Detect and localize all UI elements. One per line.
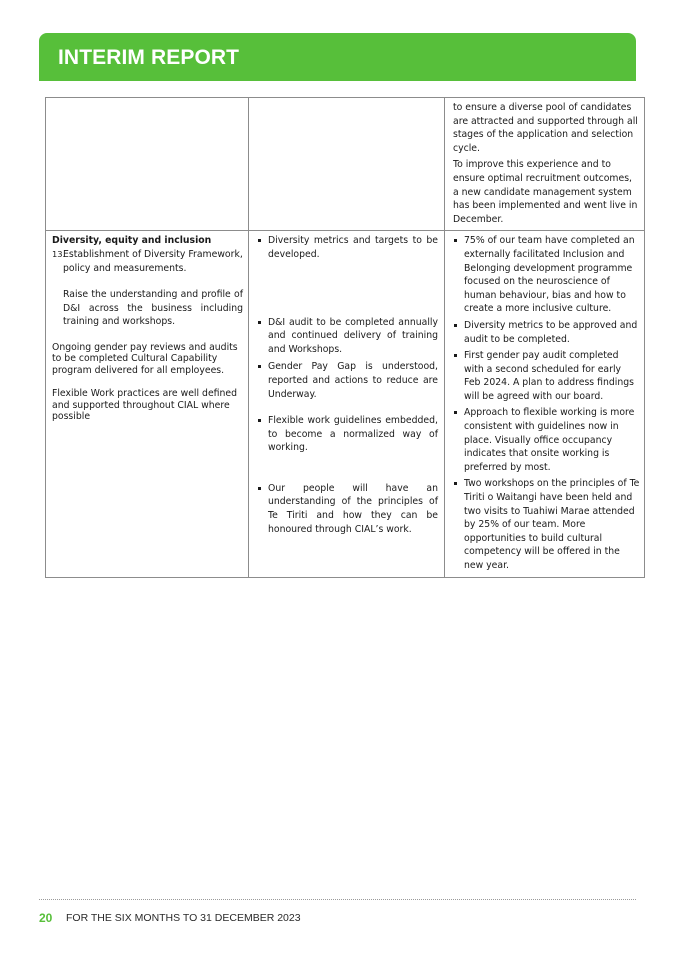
item-number: 13. [52, 248, 66, 259]
cell-paragraph: To improve this experience and to ensure optimal recruitment outcomes, a new candidate management system has been implemented and went live in December. [453, 159, 638, 225]
table-cell [249, 231, 445, 577]
goals-list [257, 234, 438, 536]
report-table [45, 97, 645, 578]
page-number: 20 [39, 911, 53, 925]
table-cell [445, 231, 645, 577]
footer-divider [39, 899, 636, 900]
list-item: Gender Pay Gap is understood, reported and actions to reduce are Underway. [257, 360, 438, 401]
paragraph: Ongoing gender pay reviews and audits to be completed Cultural Capability program delivered for all employees. [52, 341, 238, 376]
item-paragraph: Raise the understanding and profile of D&I across the business including training and workshops. [63, 289, 243, 328]
table-cell [46, 98, 249, 231]
list-item: Two workshops on the principles of Te Tiriti o Waitangi have been held and two visits to Tuahiwi Marae attended by 25% of our team. More opportunities to build cultural competency will be offered in the new year. [453, 477, 640, 572]
table-row [46, 98, 645, 231]
list-item: First gender pay audit completed with a second scheduled for early Feb 2024. A plan to address findings will be agreed with our board. [453, 349, 640, 403]
list-item: Diversity metrics to be approved and audit to be completed. [453, 319, 640, 346]
table-cell [249, 98, 445, 231]
list-item: D&I audit to be completed annually and continued delivery of training and Workshops. [257, 316, 438, 357]
list-item: Approach to flexible working is more consistent with guidelines now in place. Visually office occupancy indicates that onsite working is preferred by most. [453, 406, 640, 474]
cell-paragraph: to ensure a diverse pool of candidates are attracted and supported through all stages of the application and selection cycle. [453, 102, 638, 154]
list-item: 75% of our team have completed an externally facilitated Inclusion and Belonging development programme focused on the neuroscience of human behaviour, bias and how to create a more inclusive culture. [453, 234, 640, 316]
list-item: Diversity metrics and targets to be developed. [257, 234, 438, 261]
table-row [46, 231, 645, 577]
table-cell [445, 98, 645, 231]
item-text: Establishment of Diversity Framework, policy and measurements. [63, 248, 243, 274]
header-banner [39, 33, 636, 81]
section-heading: Diversity, equity and inclusion [52, 235, 212, 247]
list-item: Our people will have an understanding of the principles of Te Tiriti and how they can be honoured through CIAL’s work. [257, 482, 438, 536]
list-item: Flexible work guidelines embedded, to become a normalized way of working. [257, 414, 438, 455]
progress-list [453, 234, 640, 572]
footer-text: FOR THE SIX MONTHS TO 31 DECEMBER 2023 [66, 912, 301, 924]
numbered-item [52, 248, 243, 275]
page-title: INTERIM REPORT [58, 46, 240, 69]
paragraph: Flexible Work practices are well defined and supported throughout CIAL where possible [52, 388, 238, 423]
table-cell [46, 231, 249, 577]
